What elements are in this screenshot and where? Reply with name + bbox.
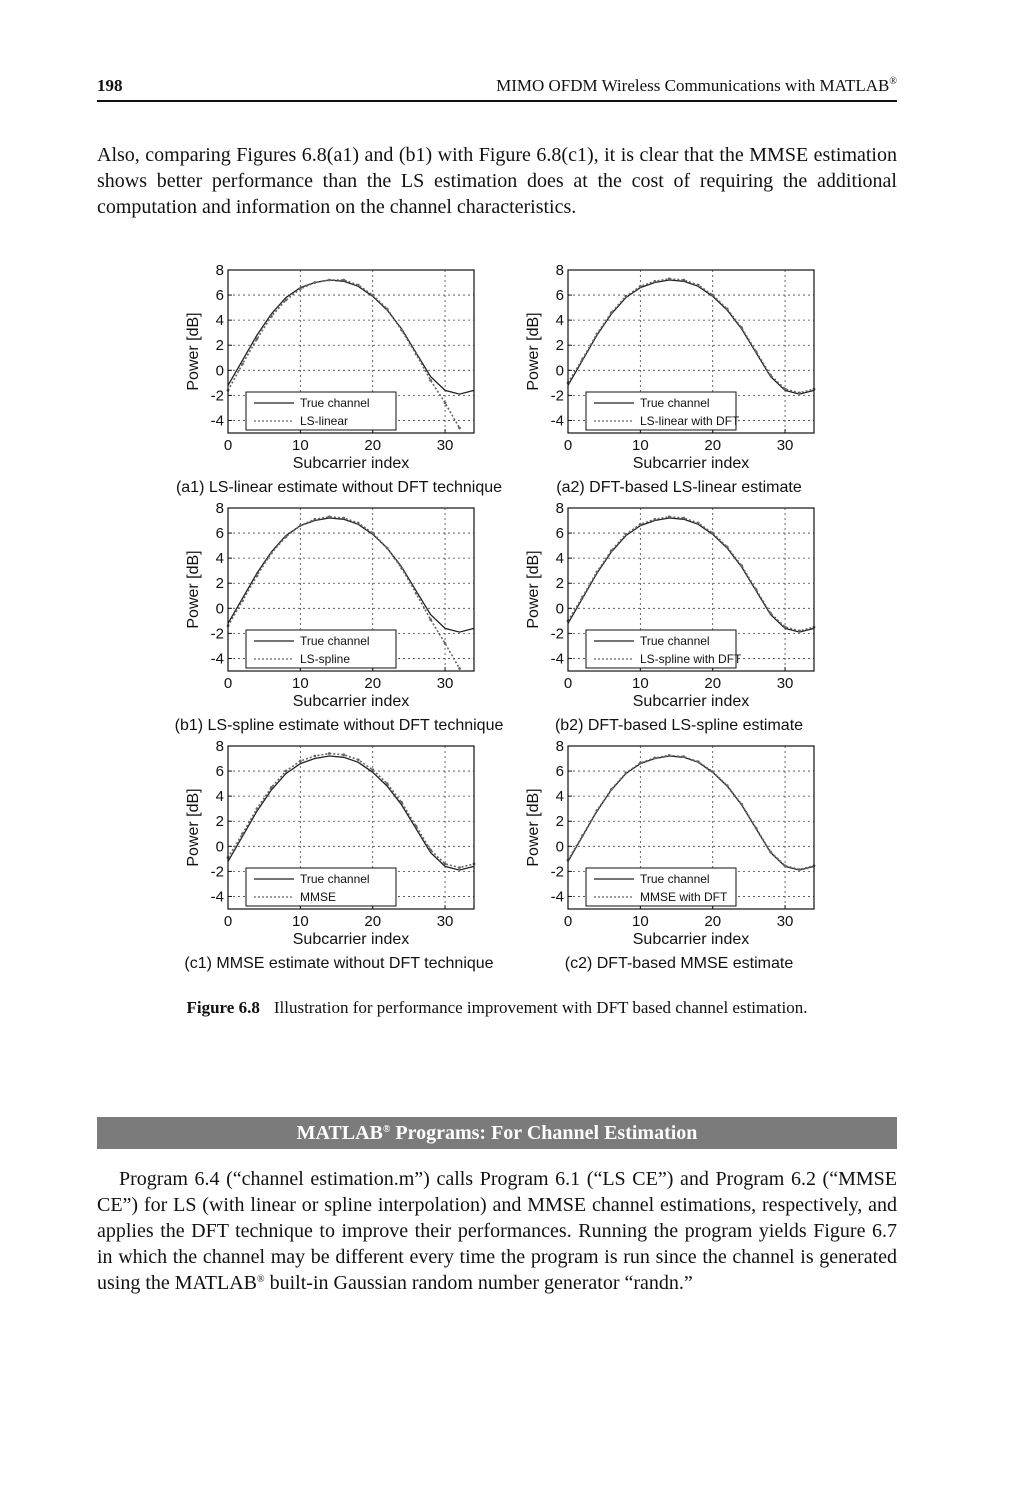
data-point <box>653 757 656 760</box>
y-tick-label: 8 <box>215 738 224 755</box>
y-tick-label: -4 <box>550 412 564 430</box>
data-point <box>639 523 642 526</box>
legend-label: True channel <box>640 634 710 648</box>
data-point <box>624 295 627 298</box>
chart-title: (b2) DFT-based LS-spline estimate <box>554 717 804 734</box>
data-point <box>328 515 331 518</box>
data-point <box>313 281 316 284</box>
data-point <box>386 307 389 310</box>
data-point <box>357 522 360 525</box>
data-point <box>270 552 273 555</box>
x-tick-label: 30 <box>436 913 454 930</box>
y-axis-label: Power [dB] <box>525 312 542 391</box>
section-title-after: Programs: For Channel Estimation <box>390 1122 698 1144</box>
data-point <box>610 549 613 552</box>
legend-label: LS-spline with DFT <box>640 652 742 666</box>
data-point <box>726 545 729 548</box>
data-point <box>726 307 729 310</box>
data-point <box>653 280 656 283</box>
figure-label: Figure 6.8 <box>186 998 260 1017</box>
y-tick-label: 6 <box>555 287 564 305</box>
data-point <box>596 809 599 812</box>
data-point <box>682 517 685 520</box>
data-point <box>415 353 418 356</box>
series-line-true-channel <box>228 280 474 394</box>
data-point <box>711 294 714 297</box>
data-point <box>371 294 374 297</box>
figure-charts-svg <box>170 262 830 980</box>
legend <box>586 392 740 430</box>
x-tick-label: 30 <box>776 675 794 692</box>
legend-label: MMSE with DFT <box>640 890 728 904</box>
data-point <box>682 755 685 758</box>
y-tick-label: 8 <box>555 262 564 279</box>
x-tick-label: 10 <box>292 913 309 930</box>
legend <box>246 392 396 430</box>
x-tick-label: 20 <box>704 437 722 454</box>
data-point <box>256 338 259 341</box>
y-tick-label: 4 <box>215 788 224 806</box>
data-point <box>697 284 700 287</box>
chart-title: (a2) DFT-based LS-linear estimate <box>556 479 802 496</box>
x-tick-label: 0 <box>563 675 573 692</box>
data-point <box>668 754 671 757</box>
y-tick-label: -2 <box>210 863 224 881</box>
page-number: 198 <box>97 76 123 95</box>
data-point <box>697 760 700 763</box>
x-tick-label: 10 <box>632 913 649 930</box>
x-axis-label: Subcarrier index <box>292 455 410 472</box>
data-point <box>400 329 403 332</box>
y-tick-label: -2 <box>210 387 224 405</box>
legend <box>246 868 396 906</box>
y-tick-label: 6 <box>215 287 224 305</box>
x-tick-label: 10 <box>632 437 649 454</box>
intro-paragraph: Also, comparing Figures 6.8(a1) and (b1) with Figure 6.8(c1), it is clear that the MMSE estimation shows better performance than the LS estimation does at the cost of requiring the additional computation and information on the channel characteristics. <box>97 144 897 218</box>
data-point <box>429 379 432 382</box>
y-tick-label: -4 <box>210 650 224 668</box>
data-point <box>668 277 671 280</box>
chart-title: (c2) DFT-based MMSE estimate <box>564 955 794 972</box>
y-tick-label: 4 <box>555 312 564 330</box>
running-head <box>496 76 897 96</box>
data-point <box>256 574 259 577</box>
data-point <box>328 279 331 282</box>
series-line-estimate <box>568 517 814 631</box>
program-registered-mark: ® <box>257 1274 265 1285</box>
y-tick-label: -4 <box>550 650 564 668</box>
x-axis-label: Subcarrier index <box>632 931 750 948</box>
data-point <box>357 758 360 761</box>
legend-label: True channel <box>300 872 370 886</box>
y-tick-label: 6 <box>215 763 224 781</box>
y-axis-label: Power [dB] <box>185 788 202 867</box>
y-axis-label: Power [dB] <box>185 312 202 391</box>
data-point <box>755 588 758 591</box>
x-tick-label: 10 <box>292 675 309 692</box>
running-head-text: MIMO OFDM Wireless Communications with MATLAB <box>496 76 890 95</box>
x-tick-label: 0 <box>563 437 573 454</box>
legend <box>586 868 736 906</box>
data-point <box>400 801 403 804</box>
y-tick-label: -4 <box>210 888 224 906</box>
data-point <box>256 807 259 810</box>
program-text-before: Program 6.4 (“channel estimation.m”) calls Program 6.1 (“LS CE”) and Program 6.2 (“MMSE CE”) for LS (with linear or spline interpolation) and MMSE channel estimations, respectively, and applies the DFT technique to improve their performances. Running the program yields Figure 6.7 in which the channel may be different every time the program is run since the channel is generated using the MATLAB <box>97 1168 897 1294</box>
data-point <box>784 388 787 391</box>
legend-label: MMSE <box>300 890 336 904</box>
data-point <box>299 287 302 290</box>
x-axis-label: Subcarrier index <box>632 455 750 472</box>
y-axis-label: Power [dB] <box>525 788 542 867</box>
data-point <box>740 326 743 329</box>
legend-label: True channel <box>640 396 710 410</box>
data-point <box>682 279 685 282</box>
x-tick-label: 20 <box>364 675 382 692</box>
data-point <box>755 350 758 353</box>
series-line-true-channel <box>568 756 814 870</box>
y-tick-label: 6 <box>555 525 564 543</box>
x-tick-label: 20 <box>704 675 722 692</box>
data-point <box>624 772 627 775</box>
data-point <box>429 849 432 852</box>
data-point <box>328 752 331 755</box>
x-tick-label: 20 <box>704 913 722 930</box>
data-point <box>784 864 787 867</box>
series-line-true-channel <box>228 518 474 632</box>
chart-a2 <box>525 262 815 496</box>
data-point <box>769 612 772 615</box>
x-tick-label: 30 <box>776 913 794 930</box>
y-tick-label: 0 <box>555 600 564 618</box>
y-tick-label: 8 <box>555 500 564 517</box>
x-tick-label: 10 <box>292 437 309 454</box>
chart-a1 <box>176 262 502 496</box>
y-tick-label: 2 <box>215 813 224 831</box>
y-axis-label: Power [dB] <box>525 550 542 629</box>
chart-c1 <box>184 738 493 972</box>
legend-label: LS-linear with DFT <box>640 414 740 428</box>
data-point <box>610 311 613 314</box>
data-point <box>458 866 461 869</box>
y-tick-label: 2 <box>555 813 564 831</box>
data-point <box>740 803 743 806</box>
y-tick-label: 6 <box>555 763 564 781</box>
data-point <box>798 868 801 871</box>
series-line-estimate <box>568 755 814 869</box>
y-axis-label: Power [dB] <box>185 550 202 629</box>
y-tick-label: 0 <box>555 838 564 856</box>
data-point <box>711 770 714 773</box>
y-tick-label: 2 <box>215 337 224 355</box>
registered-mark: ® <box>889 76 897 87</box>
y-tick-label: 2 <box>555 337 564 355</box>
section-title-before: MATLAB <box>296 1122 383 1144</box>
y-tick-label: -2 <box>550 863 564 881</box>
y-tick-label: 0 <box>555 362 564 380</box>
x-axis-label: Subcarrier index <box>292 931 410 948</box>
data-point <box>299 524 302 527</box>
legend <box>586 630 742 668</box>
chart-title: (a1) LS-linear estimate without DFT technique <box>175 479 503 496</box>
data-point <box>386 547 389 550</box>
data-point <box>581 834 584 837</box>
data-point <box>458 427 461 430</box>
section-registered-mark: ® <box>382 1124 391 1135</box>
page-header <box>97 74 897 102</box>
legend-label: LS-linear <box>300 414 349 428</box>
data-point <box>270 786 273 789</box>
data-point <box>726 784 729 787</box>
chart-b1 <box>175 500 504 734</box>
x-tick-label: 30 <box>436 675 454 692</box>
data-point <box>313 518 316 521</box>
data-point <box>596 571 599 574</box>
y-tick-label: 8 <box>215 500 224 517</box>
y-tick-label: 6 <box>215 525 224 543</box>
series-line-true-channel <box>568 518 814 632</box>
chart-b2 <box>525 500 815 734</box>
legend <box>246 630 396 668</box>
x-tick-label: 0 <box>223 437 233 454</box>
data-point <box>342 517 345 520</box>
y-tick-label: -2 <box>550 625 564 643</box>
legend-label: True channel <box>640 872 710 886</box>
section-heading <box>97 1117 897 1149</box>
data-point <box>769 851 772 854</box>
x-axis-label: Subcarrier index <box>292 693 410 710</box>
data-point <box>270 315 273 318</box>
x-tick-label: 20 <box>364 437 382 454</box>
y-tick-label: 2 <box>555 575 564 593</box>
data-point <box>755 827 758 830</box>
y-tick-label: 4 <box>555 550 564 568</box>
data-point <box>241 599 244 602</box>
data-point <box>798 629 801 632</box>
data-point <box>415 825 418 828</box>
y-tick-label: -4 <box>210 412 224 430</box>
data-point <box>624 533 627 536</box>
x-tick-label: 20 <box>364 913 382 930</box>
y-tick-label: -4 <box>550 888 564 906</box>
data-point <box>740 564 743 567</box>
data-point <box>284 299 287 302</box>
data-point <box>581 358 584 361</box>
program-text-after: built-in Gaussian random number generator “randn.” <box>264 1272 693 1294</box>
chart-title: (b1) LS-spline estimate without DFT technique <box>174 717 504 734</box>
data-point <box>386 782 389 785</box>
series-line-true-channel <box>568 280 814 394</box>
figure-6-8 <box>170 262 830 980</box>
y-tick-label: 2 <box>215 575 224 593</box>
y-tick-label: 4 <box>555 788 564 806</box>
data-point <box>711 532 714 535</box>
y-tick-label: 4 <box>215 312 224 330</box>
data-point <box>610 788 613 791</box>
data-point <box>639 762 642 765</box>
y-tick-label: 8 <box>215 262 224 279</box>
data-point <box>639 285 642 288</box>
figure-caption-text: Illustration for performance improvement with DFT based channel estimation. <box>273 998 808 1017</box>
x-tick-label: 0 <box>563 913 573 930</box>
y-tick-label: 0 <box>215 600 224 618</box>
data-point <box>357 284 360 287</box>
x-axis-label: Subcarrier index <box>632 693 750 710</box>
data-point <box>581 596 584 599</box>
y-tick-label: 0 <box>215 362 224 380</box>
y-tick-label: -2 <box>210 625 224 643</box>
data-point <box>299 760 302 763</box>
data-point <box>342 753 345 756</box>
data-point <box>697 522 700 525</box>
data-point <box>371 768 374 771</box>
data-point <box>596 333 599 336</box>
legend-label: LS-spline <box>300 652 351 666</box>
legend-label: True channel <box>300 396 370 410</box>
x-tick-label: 30 <box>436 437 454 454</box>
data-point <box>444 862 447 865</box>
legend-label: True channel <box>300 634 370 648</box>
data-point <box>444 402 447 405</box>
series-line-estimate <box>568 279 814 393</box>
chart-c2 <box>525 738 815 972</box>
data-point <box>444 642 447 645</box>
x-tick-label: 30 <box>776 437 794 454</box>
y-tick-label: 4 <box>215 550 224 568</box>
series-line-estimate <box>228 754 474 868</box>
series-line-true-channel <box>228 756 474 870</box>
data-point <box>458 667 461 670</box>
data-point <box>241 832 244 835</box>
y-tick-label: 0 <box>215 838 224 856</box>
data-point <box>342 279 345 282</box>
data-point <box>653 518 656 521</box>
data-point <box>668 515 671 518</box>
y-tick-label: 8 <box>555 738 564 755</box>
chart-title: (c1) MMSE estimate without DFT technique <box>184 955 494 972</box>
program-paragraph <box>97 1166 897 1296</box>
data-point <box>784 626 787 629</box>
data-point <box>415 592 418 595</box>
data-point <box>769 374 772 377</box>
data-point <box>798 391 801 394</box>
data-point <box>400 567 403 570</box>
x-tick-label: 0 <box>223 913 233 930</box>
x-tick-label: 0 <box>223 675 233 692</box>
y-tick-label: -2 <box>550 387 564 405</box>
data-point <box>313 755 316 758</box>
figure-caption <box>97 998 897 1018</box>
data-point <box>284 535 287 538</box>
data-point <box>241 363 244 366</box>
x-tick-label: 10 <box>632 675 649 692</box>
data-point <box>371 532 374 535</box>
data-point <box>284 770 287 773</box>
data-point <box>429 618 432 621</box>
